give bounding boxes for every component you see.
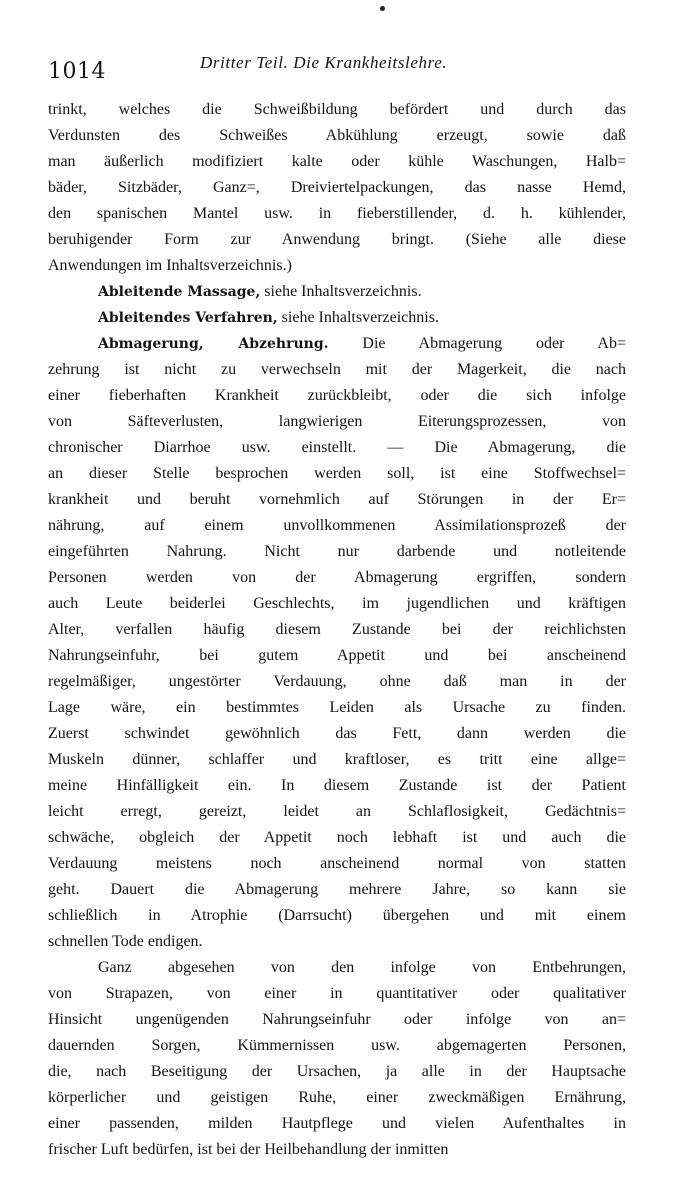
text-line: chronischer Diarrhoe usw. einstellt. — Die Abmagerung, die	[48, 439, 626, 456]
text-line: Lage wäre, ein bestimmtes Leiden als Ursache zu finden.	[48, 699, 626, 716]
text-line: Verdunsten des Schweißes Abkühlung erzeugt, sowie daß	[48, 127, 626, 144]
running-head: Dritter Teil. Die Krankheitslehre.	[200, 53, 448, 72]
entry-term: Ableitendes Verfahren,	[98, 310, 278, 326]
text-line: man äußerlich modifiziert kalte oder kühle Waschungen, Halb=	[48, 153, 626, 170]
text-line: einer fieberhaften Krankheit zurückbleibt, oder die sich infolge	[48, 387, 626, 404]
entry-ableitende-massage	[98, 279, 626, 305]
text-line: zehrung ist nicht zu verwechseln mit der Magerkeit, die nach	[48, 361, 626, 378]
entry-term: Ableitende Massage,	[98, 284, 261, 300]
text-line: die, nach Beseitigung der Ursachen, ja alle in der Hauptsache	[48, 1063, 626, 1080]
text-line: Alter, verfallen häufig diesem Zustande bei der reichlichsten	[48, 621, 626, 638]
text-line: schwäche, obgleich der Appetit noch lebhaft ist und auch die	[48, 829, 626, 846]
text-line: schnellen Tode endigen.	[48, 933, 203, 950]
text-line: geht. Dauert die Abmagerung mehrere Jahre, so kann sie	[48, 881, 626, 898]
text-line: Zuerst schwindet gewöhnlich das Fett, dann werden die	[48, 725, 626, 742]
text-line: Muskeln dünner, schlaffer und kraftloser, es tritt eine allge=	[48, 751, 626, 768]
text-line: Anwendungen im Inhaltsverzeichnis.)	[48, 257, 292, 274]
text-line: Ganz abgesehen von den infolge von Entbehrungen,	[98, 959, 626, 976]
entry-text: Die Abmagerung oder Ab=	[328, 335, 626, 352]
text-line: von Strapazen, von einer in quantitativer oder qualitativer	[48, 985, 626, 1002]
text-line: Nahrungseinfuhr, bei gutem Appetit und bei anscheinend	[48, 647, 626, 664]
entry-ableitendes-verfahren	[98, 305, 626, 331]
text-line: Hinsicht ungenügenden Nahrungseinfuhr oder infolge von an=	[48, 1011, 626, 1028]
entry-abmagerung	[98, 331, 626, 357]
entry-text: siehe Inhaltsverzeichnis.	[277, 309, 439, 326]
text-line: regelmäßiger, ungestörter Verdauung, ohne daß man in der	[48, 673, 626, 690]
text-line: beruhigender Form zur Anwendung bringt. (Siehe alle diese	[48, 231, 626, 248]
text-line: an dieser Stelle besprochen werden soll, ist eine Stoffwechsel=	[48, 465, 626, 482]
text-line: bäder, Sitzbäder, Ganz=, Dreiviertelpackungen, das nasse Hemd,	[48, 179, 626, 196]
text-line: frischer Luft bedürfen, ist bei der Heilbehandlung der inmitten	[48, 1141, 449, 1158]
text-line: einer passenden, milden Hautpflege und vielen Aufenthaltes in	[48, 1115, 626, 1132]
text-line: auch Leute beiderlei Geschlechts, im jugendlichen und kräftigen	[48, 595, 626, 612]
text-line: den spanischen Mantel usw. in fieberstillender, d. h. kühlender,	[48, 205, 626, 222]
text-line: Personen werden von der Abmagerung ergriffen, sondern	[48, 569, 626, 586]
print-speck	[380, 6, 385, 11]
entry-term: Abmagerung, Abzehrung.	[98, 336, 329, 352]
text-line: körperlicher und geistigen Ruhe, einer zweckmäßigen Ernährung,	[48, 1089, 626, 1106]
text-line: eingeführten Nahrung. Nicht nur darbende und notleitende	[48, 543, 626, 560]
page-number: 1014	[48, 59, 106, 84]
entry-text: siehe Inhaltsverzeichnis.	[260, 283, 422, 300]
text-line: leicht erregt, gereizt, leidet an Schlaflosigkeit, Gedächtnis=	[48, 803, 626, 820]
text-line: meine Hinfälligkeit ein. In diesem Zustande ist der Patient	[48, 777, 626, 794]
text-line: Verdauung meistens noch anscheinend normal von statten	[48, 855, 626, 872]
text-line: von Säfteverlusten, langwierigen Eiterungsprozessen, von	[48, 413, 626, 430]
text-line: trinkt, welches die Schweißbildung befördert und durch das	[48, 101, 626, 118]
text-line: nährung, auf einem unvollkommenen Assimilationsprozeß der	[48, 517, 626, 534]
text-line: dauernden Sorgen, Kümmernissen usw. abgemagerten Personen,	[48, 1037, 626, 1054]
text-line: schließlich in Atrophie (Darrsucht) übergehen und mit einem	[48, 907, 626, 924]
text-line: krankheit und beruht vornehmlich auf Störungen in der Er=	[48, 491, 626, 508]
